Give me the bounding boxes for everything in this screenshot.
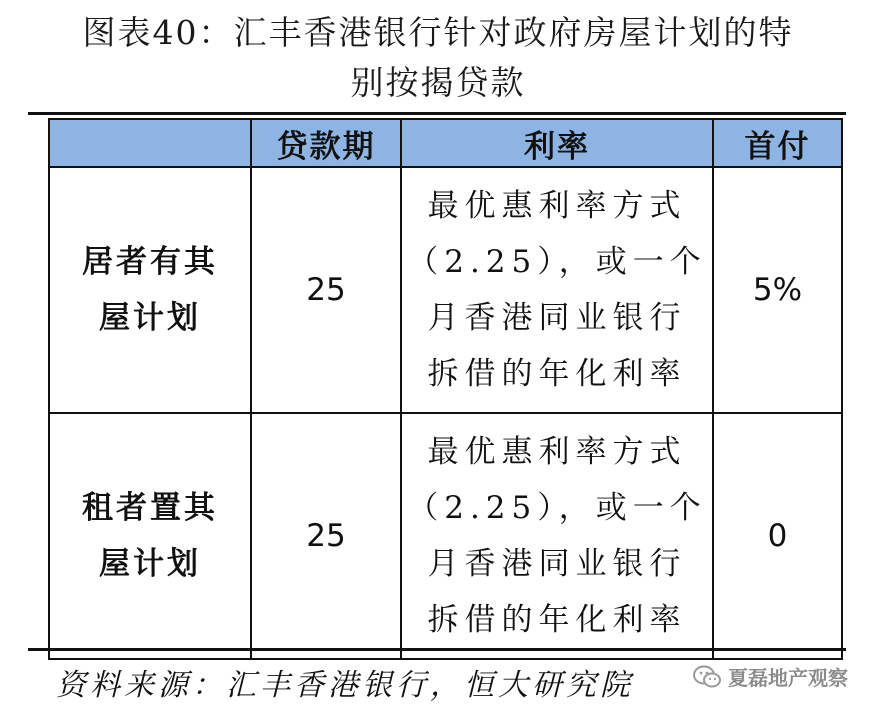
header-row <box>49 119 842 167</box>
down-payment: 0 <box>713 413 842 659</box>
table-row <box>49 413 842 659</box>
header-down-payment: 首付 <box>713 119 842 167</box>
watermark <box>692 662 848 691</box>
header-plan <box>49 119 251 167</box>
bottom-rule <box>28 648 846 651</box>
interest-rate: 最优惠利率方式 （2.25），或一个 月香港同业银行 拆借的年化利率 <box>401 413 713 659</box>
down-payment: 5% <box>713 167 842 413</box>
header-term: 贷款期 <box>251 119 401 167</box>
plan-name: 租者置其 屋计划 <box>49 413 251 659</box>
title-line-1: 图表40：汇丰香港银行针对政府房屋计划的特 <box>82 13 794 52</box>
loan-table <box>48 118 843 660</box>
source-note: 资料来源：汇丰香港银行，恒大研究院 <box>56 668 634 703</box>
interest-rate: 最优惠利率方式 （2.25），或一个 月香港同业银行 拆借的年化利率 <box>401 167 713 413</box>
table-row <box>49 167 842 413</box>
chart-title <box>30 8 846 108</box>
loan-term: 25 <box>251 413 401 659</box>
title-line-2: 别按揭贷款 <box>350 63 526 102</box>
loan-term: 25 <box>251 167 401 413</box>
header-rate: 利率 <box>401 119 713 167</box>
top-rule <box>28 112 846 115</box>
watermark-text: 夏磊地产观察 <box>728 666 848 690</box>
wechat-icon <box>692 664 722 690</box>
plan-name: 居者有其 屋计划 <box>49 167 251 413</box>
